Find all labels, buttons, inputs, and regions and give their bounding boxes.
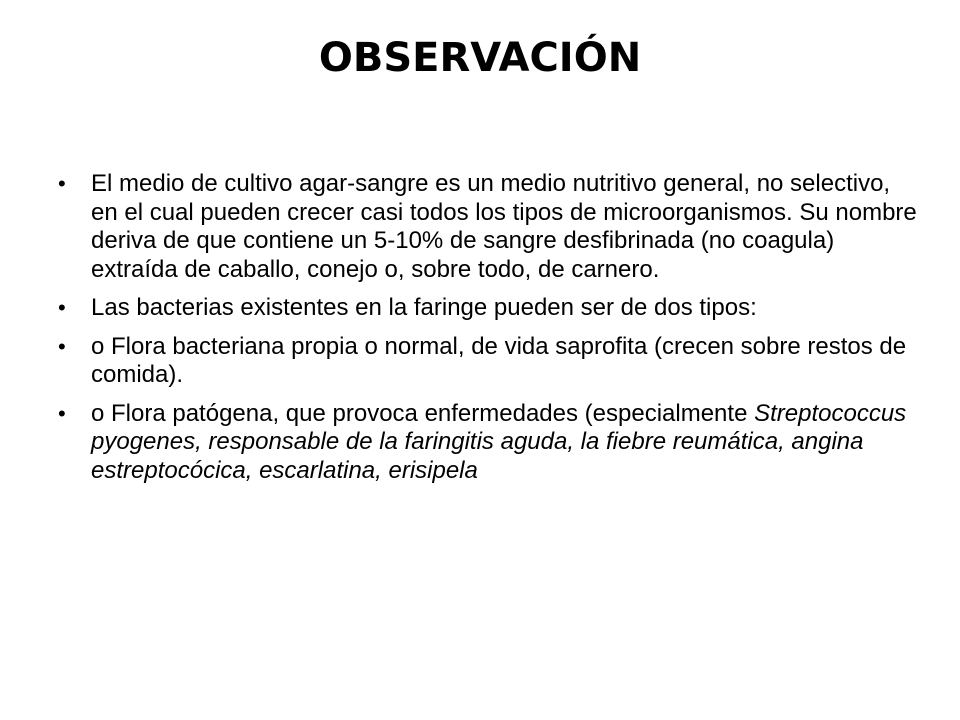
bullet-item-bacteria-types — [58, 294, 918, 323]
bullet-text — [91, 400, 918, 486]
bullet-text: El medio de cultivo agar-sangre es un medio nutritivo general, no selectivo, en el cual pueden crecer casi todos los tipos de microorganismos. Su nombre deriva de que contiene un 5-10% de sangre desfibrinada (no coagula) extraída de caballo, conejo o, sobre todo, de carnero. — [91, 170, 917, 283]
bullet-item-normal-flora — [58, 333, 918, 390]
bullet-item-pathogenic-flora — [58, 400, 918, 486]
bullet-text: o Flora bacteriana propia o normal, de vida saprofita (crecen sobre restos de comida). — [91, 332, 907, 388]
slide-content — [58, 170, 918, 495]
bullet-item-culture-medium — [58, 170, 918, 284]
bullet-text-plain: o Flora patógena, que provoca enfermedades (especialmente — [91, 399, 755, 427]
bullet-dot-icon: • — [58, 333, 66, 359]
slide-title: OBSERVACIÓN — [318, 35, 642, 81]
bullet-list — [58, 170, 918, 485]
bullet-text: Las bacterias existentes en la faringe pueden ser de dos tipos: — [91, 294, 757, 321]
bullet-dot-icon: • — [58, 400, 66, 426]
bullet-dot-icon: • — [58, 171, 66, 196]
bullet-dot-icon: • — [58, 295, 66, 320]
bullet-text-italic: Streptococcus pyogenes, responsable de la faringitis aguda, la fiebre reumática, angina estreptocócica, escarlatina, erisipela — [91, 399, 907, 484]
